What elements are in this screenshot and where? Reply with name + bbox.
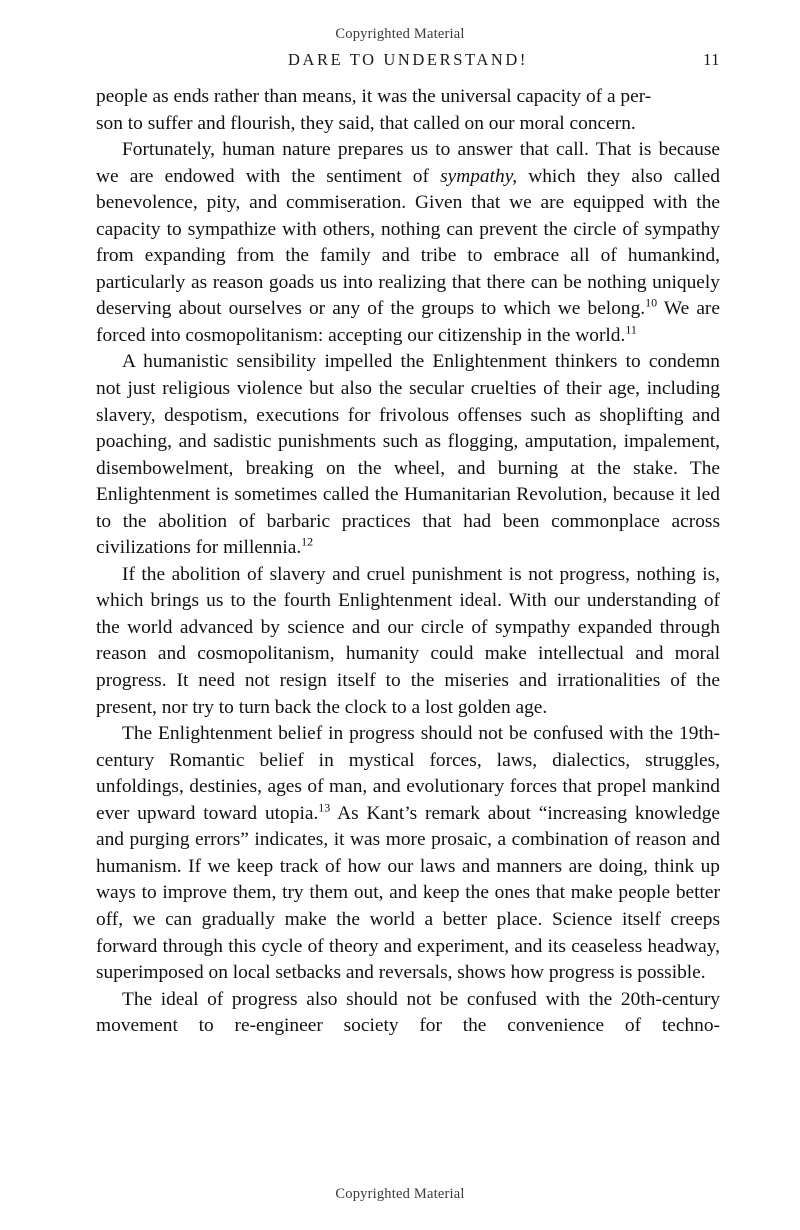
footnote-marker: 12 (301, 534, 314, 549)
paragraph: The ideal of progress also should not be confused with the 20th-century movement to re-engineer society for the convenience of techno- (96, 988, 720, 1037)
running-title: DARE TO UNDERSTAND! (288, 50, 528, 69)
paragraph: A humanistic sensibility impelled the Enlightenment thinkers to condemn not just religious violence but also the secular cruelties of their age, including slavery, despotism, executions for frivolous offenses such as shoplifting and poaching, and sadistic punishments such as flogging, amputation, impalement, disembowelment, breaking on the wheel, and burning at the stake. The Enlightenment is sometimes called the Humanitarian Revolution, because it led to the abolition of barbaric practices that had been commonplace across civilizations for millennia.$^{12}$ (96, 351, 720, 559)
paragraph: Fortunately, human nature prepares us to answer that call. That is because we are endowed with the sentiment of sympathy, which they also called benevolence, pity, and commiseration. Given that we are equipped with the capacity to sympathize with others, nothing can prevent the circle of sympathy from expanding from the family and tribe to embrace all of humankind, particularly as reason goads us into realizing that there can be nothing uniquely deserving about ourselves or any of the groups to which we belong.$^{10}$ We are forced into cosmopolitanism: accepting our citizenship in the world.$^{11}$ (96, 139, 720, 346)
copyright-watermark-top: Copyrighted Material (335, 26, 465, 42)
footnote-marker: 13 (318, 800, 331, 815)
paragraph: If the abolition of slavery and cruel punishment is not progress, nothing is, which brings us to the fourth Enlightenment ideal. With our understanding of the world advanced by science and our circle of sympathy expanded through reason and cosmopolitanism, humanity could make intellectual and moral progress. It need not resign itself to the miseries and irrationalities of the present, nor try to turn back the clock to a lost golden age. (96, 563, 720, 718)
running-head (96, 50, 720, 70)
italic-term: sympathy, (440, 165, 518, 187)
copyright-watermark-bottom: Copyrighted Material (335, 1186, 465, 1202)
footnote-marker: 10 (645, 295, 658, 310)
body-text (96, 84, 720, 1040)
paragraph: people as ends rather than means, it was the universal capacity of a per- son to suffer and flourish, they said, that called on our moral concern. (96, 86, 652, 134)
paragraph: The Enlightenment belief in progress should not be confused with the 19th-century Romantic belief in mystical forces, laws, dialectics, struggles, unfoldings, destinies, ages of man, and evolutionary forces that propel mankind ever upward toward utopia.$^{13}$ As Kant’s remark about “increasing knowledge and purging errors” indicates, it was more prosaic, a combination of reason and humanism. If we keep track of how our laws and manners are doing, think up ways to improve them, try them out, and keep the ones that make people better off, we can gradually make the world a better place. Science itself creeps forward through this cycle of theory and experiment, and its ceaseless headway, superimposed on local setbacks and reversals, shows how progress is possible. (96, 723, 720, 984)
page-number: 11 (703, 50, 720, 69)
footnote-marker: 11 (625, 322, 637, 337)
